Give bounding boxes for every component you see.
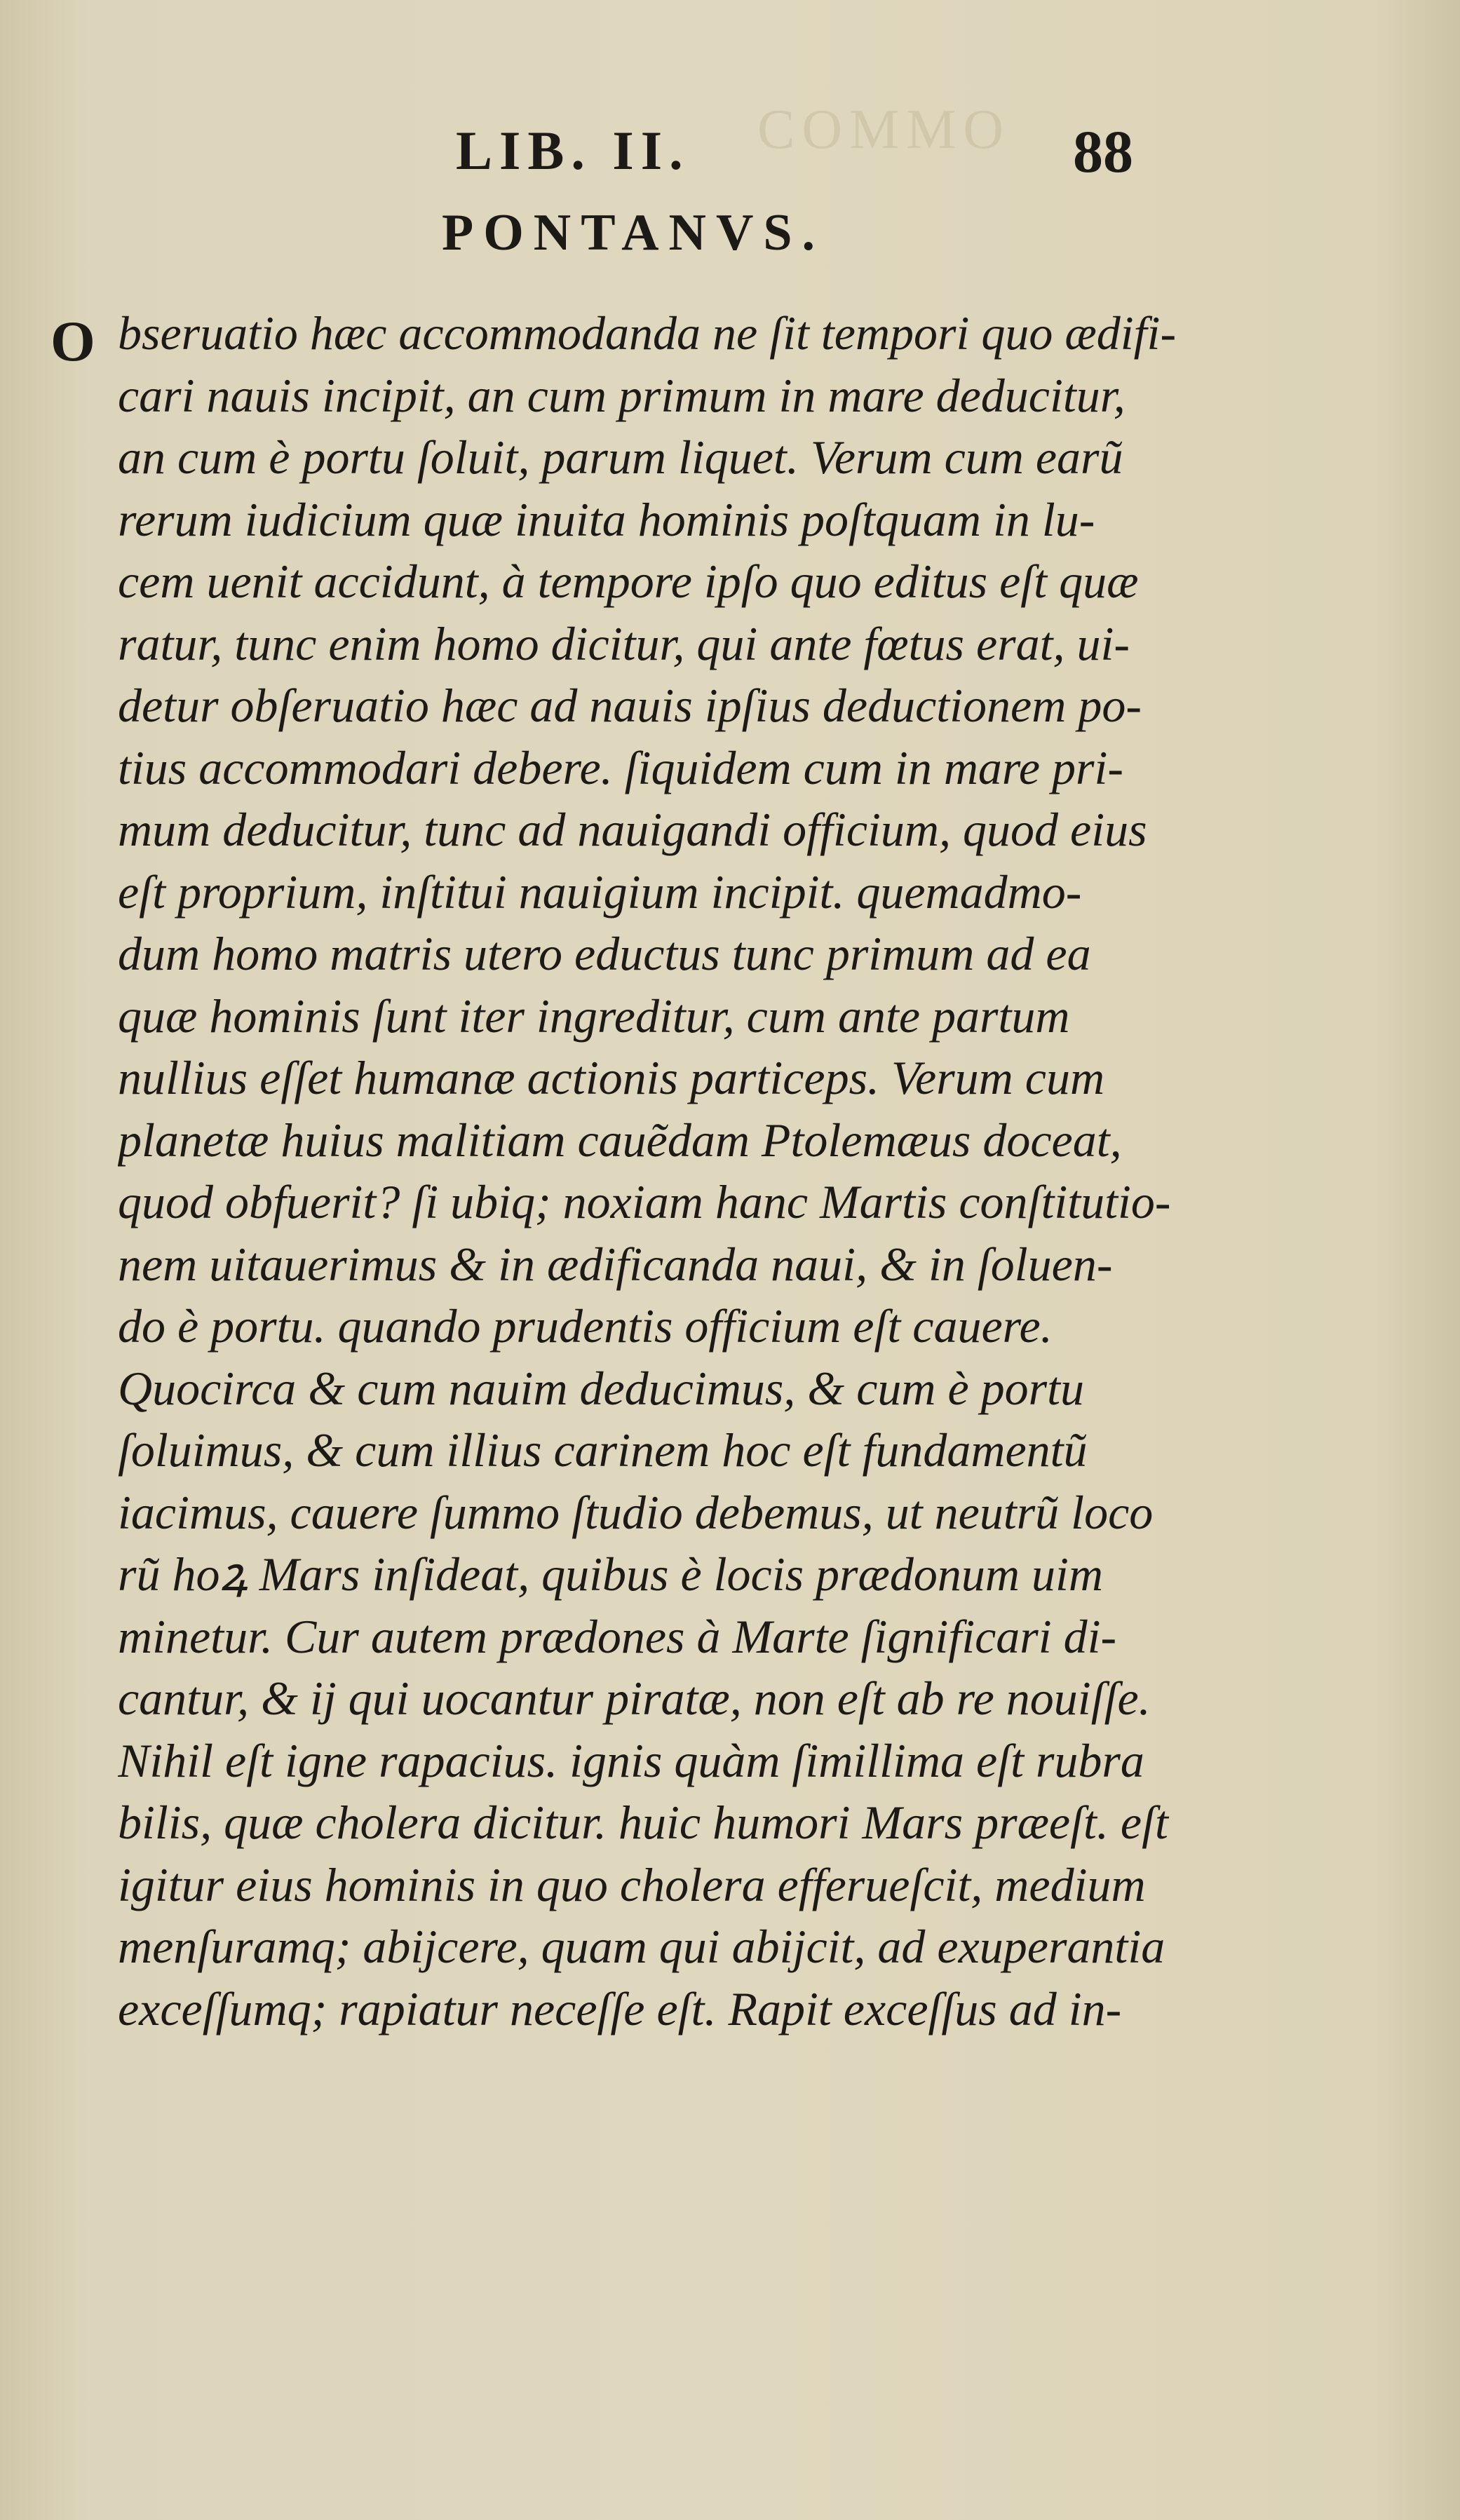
text-line: cari nauis incipit, an cum primum in mare deducitur, bbox=[118, 368, 1126, 422]
text-line: an cum è portu ſoluit, parum liquet. Verum cum earũ bbox=[118, 431, 1123, 484]
text-line: planetæ huius malitiam cauẽdam Ptolemæus doceat, bbox=[118, 1113, 1122, 1167]
text-line: quæ hominis ſunt iter ingreditur, cum ante partum bbox=[118, 989, 1070, 1043]
text-line: bseruatio hæc accommodanda ne ſit tempori quo ædifi- bbox=[118, 306, 1177, 360]
page-header bbox=[0, 112, 1460, 196]
text-line: Nihil eſt igne rapacius. ignis quàm ſimillima eſt rubra bbox=[118, 1733, 1144, 1787]
text-line: cem uenit accidunt, à tempore ipſo quo editus eſt quæ bbox=[118, 555, 1139, 608]
text-line: cantur, & ij qui uocantur piratæ, non eſt ab re nouiſſe. bbox=[118, 1672, 1151, 1725]
text-line: mum deducitur, tunc ad nauigandi officium, quod eius bbox=[118, 803, 1147, 856]
text-line: eſt proprium, inſtitui nauigium incipit. quemadmo- bbox=[118, 865, 1082, 919]
page-number: 88 bbox=[1073, 118, 1133, 185]
running-head: LIB. II. bbox=[456, 120, 690, 181]
show-through-text: COMMO bbox=[757, 99, 1011, 161]
text-line: igitur eius hominis in quo cholera efferueſcit, medium bbox=[118, 1857, 1146, 1911]
text-line: do è portu. quando prudentis officium eſt cauere. bbox=[118, 1299, 1053, 1353]
text-line: minetur. Cur autem prædones à Marte ſignificari di- bbox=[118, 1609, 1117, 1663]
text-line: rũ hoꝝ Mars inſideat, quibus è locis prædonum uim bbox=[118, 1547, 1103, 1601]
text-line: ſoluimus, & cum illius carinem hoc eſt fundamentũ bbox=[118, 1423, 1088, 1477]
text-line: nem uitauerimus & in ædificanda naui, & in ſoluen- bbox=[118, 1237, 1113, 1291]
author-heading: PONTANVS. bbox=[442, 204, 825, 262]
text-line: dum homo matris utero eductus tunc primum ad ea bbox=[118, 927, 1091, 980]
text-line: quod obfuerit? ſi ubiq; noxiam hanc Martis conſtitutio- bbox=[118, 1175, 1171, 1228]
text-line: nullius eſſet humanæ actionis particeps. Verum cum bbox=[118, 1051, 1105, 1104]
initial-letter: O bbox=[50, 309, 95, 373]
text-line: bilis, quæ cholera dicitur. huic humori Mars præeſt. eſt bbox=[118, 1796, 1168, 1849]
text-line: exceſſumq; rapiatur neceſſe eſt. Rapit exceſſus ad in- bbox=[118, 1982, 1122, 2035]
text-line: tius accommodari debere. ſiquidem cum in mare pri- bbox=[118, 740, 1124, 794]
text-line: detur obſeruatio hæc ad nauis ipſius deductionem po- bbox=[118, 679, 1142, 732]
text-line: rerum iudicium quæ inuita hominis poſtquam in lu- bbox=[118, 492, 1095, 546]
text-line: Quocirca & cum nauim deducimus, & cum è portu bbox=[118, 1361, 1085, 1415]
text-line: ratur, tunc enim homo dicitur, qui ante fœtus erat, ui- bbox=[118, 616, 1130, 670]
text-line: menſuramq; abijcere, quam qui abijcit, ad exuperantia bbox=[118, 1920, 1165, 1973]
text-line: iacimus, cauere ſummo ſtudio debemus, ut neutrũ loco bbox=[118, 1485, 1154, 1539]
